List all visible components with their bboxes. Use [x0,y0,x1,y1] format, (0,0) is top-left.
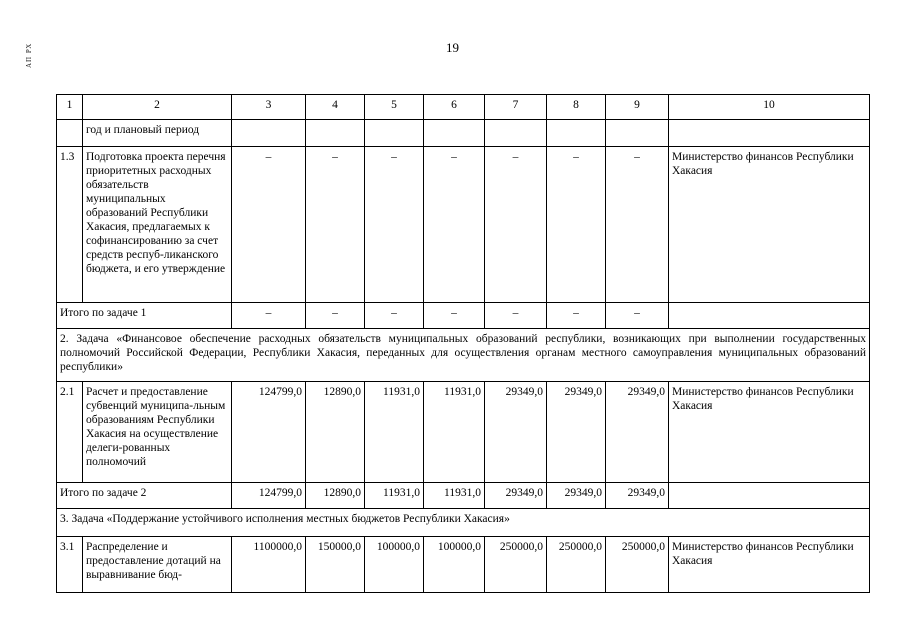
row-number-cell [57,120,83,147]
value-cell: 29349,0 [485,483,547,509]
row-number-cell: 1.3 [57,147,83,303]
value-cell: – [424,303,485,329]
column-number: 8 [547,95,606,120]
total-row [57,303,870,329]
value-cell: – [232,147,306,303]
value-cell: 11931,0 [365,483,424,509]
side-registration-mark: АП РХ [25,42,33,68]
row-number-cell: 2.1 [57,382,83,483]
executor-cell [669,303,870,329]
value-cell: 100000,0 [424,537,485,593]
executor-cell [669,120,870,147]
value-cell: – [485,147,547,303]
executor-cell [669,483,870,509]
total-row [57,483,870,509]
value-cell: – [424,147,485,303]
measure-name-cell: Распределение и предоставление дотаций на выравнивание бюд- [83,537,232,593]
value-cell: – [606,303,669,329]
value-cell: – [365,147,424,303]
value-cell [424,120,485,147]
program-measures-table [56,94,870,593]
value-cell: 29349,0 [547,483,606,509]
value-cell: 29349,0 [547,382,606,483]
value-cell: 150000,0 [306,537,365,593]
value-cell: 11931,0 [365,382,424,483]
column-number: 1 [57,95,83,120]
value-cell [485,120,547,147]
value-cell [365,120,424,147]
value-cell [232,120,306,147]
value-cell [606,120,669,147]
table-row [57,120,870,147]
value-cell: 12890,0 [306,382,365,483]
column-number: 6 [424,95,485,120]
value-cell: – [306,147,365,303]
measure-name-cell: год и плановый период [83,120,232,147]
table-row [57,382,870,483]
total-label: Итого по задаче 1 [57,303,232,329]
value-cell: – [232,303,306,329]
executor-cell: Министерство финансов Республики Хакасия [669,537,870,593]
value-cell: 29349,0 [606,483,669,509]
value-cell: 11931,0 [424,483,485,509]
value-cell: 1100000,0 [232,537,306,593]
column-number: 9 [606,95,669,120]
value-cell: 250000,0 [485,537,547,593]
measure-name-cell: Подготовка проекта перечня приоритетных расходных обязательств муниципальных образований Республики Хакасия, предлагаемых к софинансированию за счет средств респуб-ликанского бюджета, и его утверждение [83,147,232,303]
value-cell: – [485,303,547,329]
value-cell: 100000,0 [365,537,424,593]
column-number: 10 [669,95,870,120]
value-cell: – [547,303,606,329]
value-cell: 250000,0 [606,537,669,593]
value-cell: 124799,0 [232,382,306,483]
task-heading-row [57,509,870,537]
column-number: 2 [83,95,232,120]
executor-cell: Министерство финансов Республики Хакасия [669,382,870,483]
value-cell: – [606,147,669,303]
table-row [57,537,870,593]
value-cell: – [365,303,424,329]
value-cell: 250000,0 [547,537,606,593]
table-header-row [57,95,870,120]
executor-cell: Министерство финансов Республики Хакасия [669,147,870,303]
task-heading: 2. Задача «Финансовое обеспечение расходных обязательств муниципальных образований республики, возникающих при выполнении государственных полномочий Российской Федерации, Республики Хакасия, переданных для осуществления органам местного самоуправления муниципальных образований республики» [57,329,870,382]
task-heading-row [57,329,870,382]
value-cell: 29349,0 [485,382,547,483]
value-cell: 124799,0 [232,483,306,509]
table-row [57,147,870,303]
column-number: 3 [232,95,306,120]
column-number: 7 [485,95,547,120]
value-cell: – [547,147,606,303]
value-cell: 12890,0 [306,483,365,509]
value-cell [306,120,365,147]
value-cell: 29349,0 [606,382,669,483]
page-number: 19 [446,40,459,55]
column-number: 4 [306,95,365,120]
value-cell: – [306,303,365,329]
total-label: Итого по задаче 2 [57,483,232,509]
measure-name-cell: Расчет и предоставление субвенций муниципа-льным образованиям Республики Хакасия на осуществление делеги-рованных полномочий [83,382,232,483]
value-cell: 11931,0 [424,382,485,483]
value-cell [547,120,606,147]
column-number: 5 [365,95,424,120]
row-number-cell: 3.1 [57,537,83,593]
task-heading: 3. Задача «Поддержание устойчивого исполнения местных бюджетов Республики Хакасия» [57,509,870,537]
